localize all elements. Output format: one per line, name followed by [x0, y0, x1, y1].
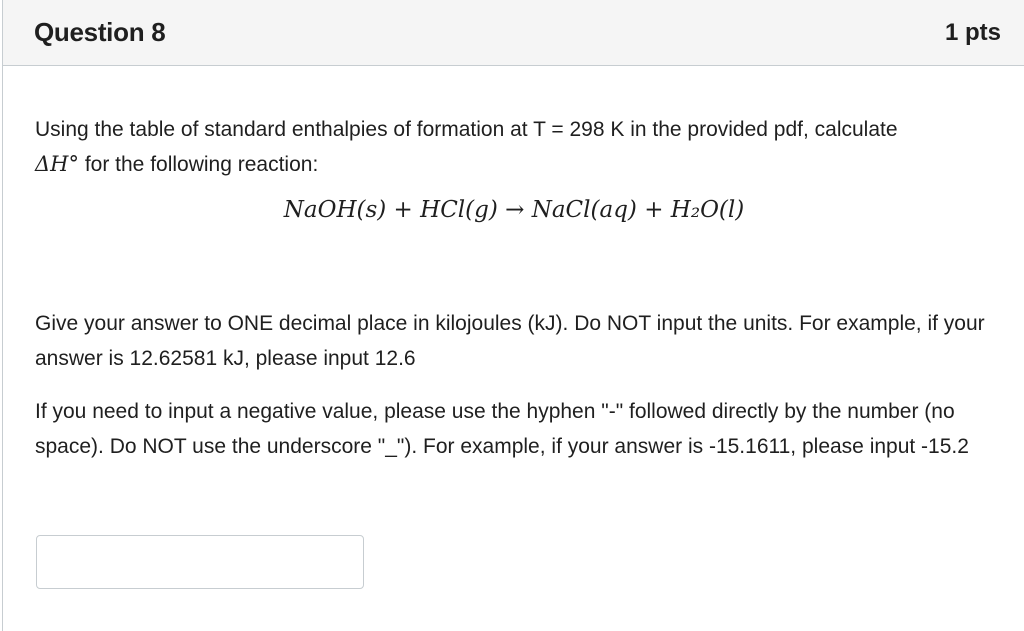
question-title: Question 8 [34, 17, 166, 47]
answer-input[interactable] [36, 535, 364, 589]
question-card [2, 0, 1024, 631]
delta-h-symbol: ΔH° [35, 152, 79, 176]
intro-text: Using the table of standard enthalpies of formation at T = 298 K in the provided pdf, calculate [35, 118, 898, 141]
negative-value-instructions: If you need to input a negative value, please use the hyphen "-" followed directly by the number (no space). Do NOT use the underscore "_"). For example, if your answer is -15.1611, please input -15.2 [35, 400, 969, 458]
reaction-equation-text: NaOH(s) + HCl(g) → NaCl(aq) + H₂O(l) [283, 197, 745, 223]
reaction-equation [3, 197, 1024, 223]
question-header [3, 0, 1024, 66]
question-points: 1 pts [944, 19, 1001, 46]
question-intro [35, 113, 1010, 182]
intro-text-end: for the following reaction: [78, 153, 319, 176]
answer-format-instructions: Give your answer to ONE decimal place in kilojoules (kJ). Do NOT input the units. For example, if your answer is 12.62581 kJ, please input 12.6 [35, 312, 985, 370]
